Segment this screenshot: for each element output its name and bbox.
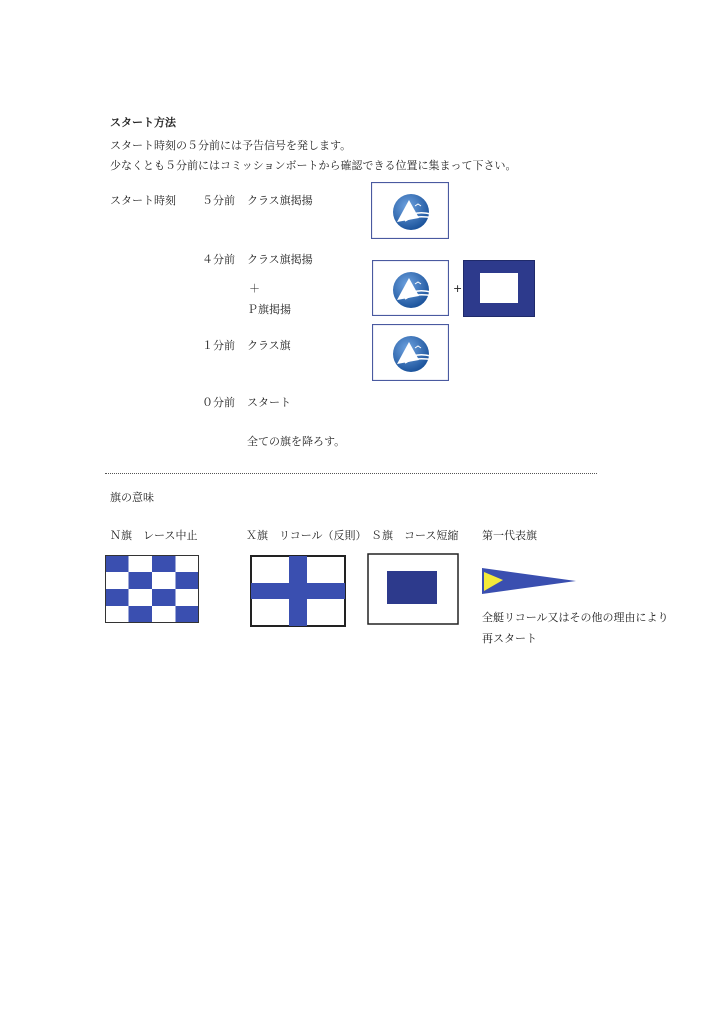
schedule-time-0: ０分前 [202,396,235,409]
schedule-plus: ＋ [249,282,260,295]
schedule-action-0: スタート [247,396,291,409]
class-flag-4min [372,260,449,320]
schedule-extra-4: Ｐ旗掲揚 [247,303,291,316]
first-substitute-flag [481,567,577,599]
s-flag-label: Ｓ旗 コース短縮 [371,529,459,542]
schedule-time-1: １分前 [202,339,235,352]
schedule-action-5: クラス旗掲揚 [247,194,313,207]
schedule-label: スタート時刻 [110,194,176,207]
intro-line-1: スタート時刻の５分前には予告信号を発します。 [110,139,352,152]
schedule-action-1: クラス旗 [247,339,291,352]
n-flag [105,555,199,627]
x-flag [250,555,346,631]
intro-line-2: 少なくとも５分前にはコミッションボートから確認できる位置に集まって下さい。 [110,159,517,172]
first-substitute-desc-1: 全艇リコール又はその他の理由により [482,611,669,624]
section-title: スタート方法 [110,116,176,129]
first-substitute-label: 第一代表旗 [482,529,537,542]
n-flag-label: Ｎ旗 レース中止 [110,529,198,542]
schedule-time-5: ５分前 [202,194,235,207]
x-flag-label: Ｘ旗 リコール（反則） [246,529,367,542]
p-flag [463,260,535,321]
class-flag-1min [372,324,449,385]
combine-plus: + [453,282,463,295]
schedule-note: 全ての旗を降ろす。 [247,435,346,448]
schedule-time-4: ４分前 [202,253,235,266]
first-substitute-desc-2: 再スタート [482,632,537,645]
section-divider [105,473,597,474]
s-flag [367,553,459,629]
class-flag-5min [371,182,449,243]
schedule-action-4: クラス旗掲揚 [247,253,313,266]
meaning-heading: 旗の意味 [110,491,154,504]
